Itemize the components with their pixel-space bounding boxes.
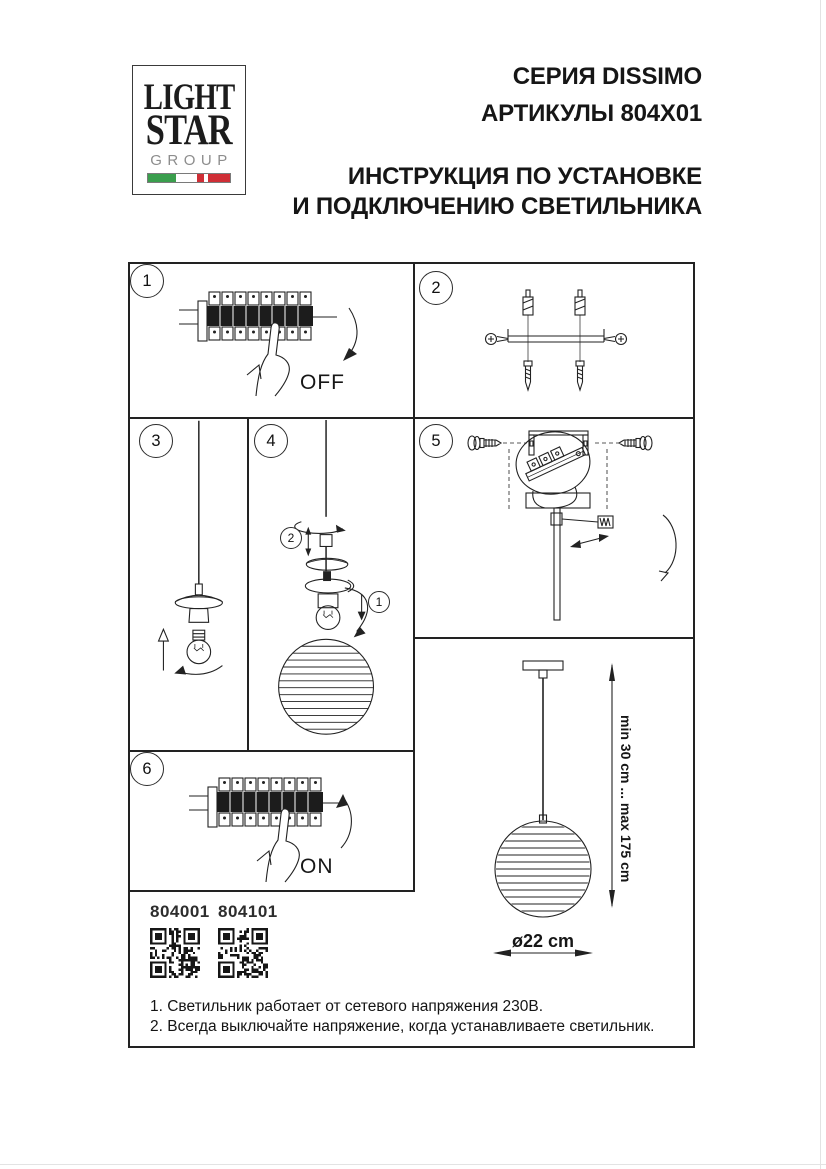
upper-disc-icon [306,558,347,570]
rotate-arrow-icon [174,666,222,675]
page-edge-bottom [0,1164,826,1165]
pointing-hand-icon [247,323,289,396]
article-code: 804001 [150,902,210,921]
striped-globe-icon [485,821,601,917]
instruction-title-line1: ИНСТРУКЦИЯ ПО УСТАНОВКЕ [347,163,702,190]
articles-title: АРТИКУЛЫ 804X01 [481,100,702,127]
lower-disc-icon [305,579,353,593]
step-4-panel [249,419,415,752]
step-5-badge: 5 [419,424,453,458]
step-3-badge: 3 [139,424,173,458]
instruction-title [292,162,702,222]
twist-arrow-icon [295,522,346,534]
circuit-breaker-icon [179,292,337,341]
terminal-block-icon [522,438,586,481]
document-header [292,58,702,222]
step-2-panel [415,264,693,419]
step-5-panel [415,419,693,639]
series-title: СЕРИЯ DISSIMO [512,63,702,90]
rotate-arrow-icon [659,515,676,581]
instruction-title-line2: И ПОДКЛЮЧЕНИЮ СВЕТИЛЬНИКА [292,193,702,220]
pendant-dimensions-icon [415,639,693,1046]
article-codes [150,902,278,978]
step-3-panel [130,419,249,752]
globe-assembly-drawing [249,419,413,750]
screw-icon [619,436,652,450]
adjuster-nut-icon [320,535,332,547]
arrow-up-icon [159,629,169,670]
ceiling-plate-icon [523,661,563,670]
breaker-off-drawing [130,264,413,417]
canopy-mounting-drawing [415,419,693,637]
shade-bulb-drawing [130,419,247,750]
mounting-bar-icon [508,329,604,342]
updown-arrow-icon [305,527,311,557]
double-arrow-icon [570,534,609,548]
pointing-hand-icon [257,809,299,882]
step-1-badge: 1 [130,264,164,298]
logo-group-text: GROUP [150,152,233,169]
lightstar-logo [132,65,246,195]
side-screw-icon [486,334,627,345]
mounting-bracket-drawing [415,264,693,417]
qr-code [150,928,200,978]
step-1-panel [130,264,415,419]
circuit-breaker-icon [189,778,347,827]
magnifier-bubble-icon [512,427,594,508]
series-block [292,58,702,132]
striped-globe-icon [269,639,384,734]
article-column [150,902,210,978]
bulb-icon [187,630,211,663]
logo-star-text: STAR [145,107,232,154]
lamp-shade-icon [175,595,222,622]
step-6-badge: 6 [130,752,164,786]
long-screw-icon [524,361,584,390]
step-4-badge: 4 [254,424,288,458]
on-label: ON [300,855,334,878]
height-range-label: min 30 cm ... max 175 cm [618,715,634,883]
article-code: 804101 [218,902,278,921]
off-label: OFF [300,371,345,394]
qr-code [218,928,268,978]
instruction-grid [128,262,695,1048]
step-4-callout-2: 2 [280,527,302,549]
bulb-icon [316,606,340,630]
breaker-on-drawing [130,752,413,890]
arrow-up-icon [336,794,351,848]
wall-anchor-icon [523,290,585,315]
logo-light-text: LIGHT [143,77,235,118]
dimensions-drawing [415,639,693,1046]
canopy-plate-icon [526,493,590,508]
note-line: 2. Всегда выключайте напряжение, когда устанавливаете светильник. [150,1018,655,1035]
note-line: 1. Светильник работает от сетевого напряжения 230В. [150,998,544,1015]
grub-screw-icon [598,516,613,528]
page-edge-right [820,0,821,1169]
diameter-label: ø22 cm [511,931,575,951]
step-4-callout-1: 1 [368,591,390,613]
arrow-down-icon [343,308,357,361]
step-2-badge: 2 [419,271,453,305]
screw-icon [468,436,501,450]
step-6-panel [130,752,415,892]
height-dimension-line [609,663,615,908]
article-column [218,902,278,978]
italian-flag-icon [147,173,231,183]
safety-notes [150,997,654,1037]
